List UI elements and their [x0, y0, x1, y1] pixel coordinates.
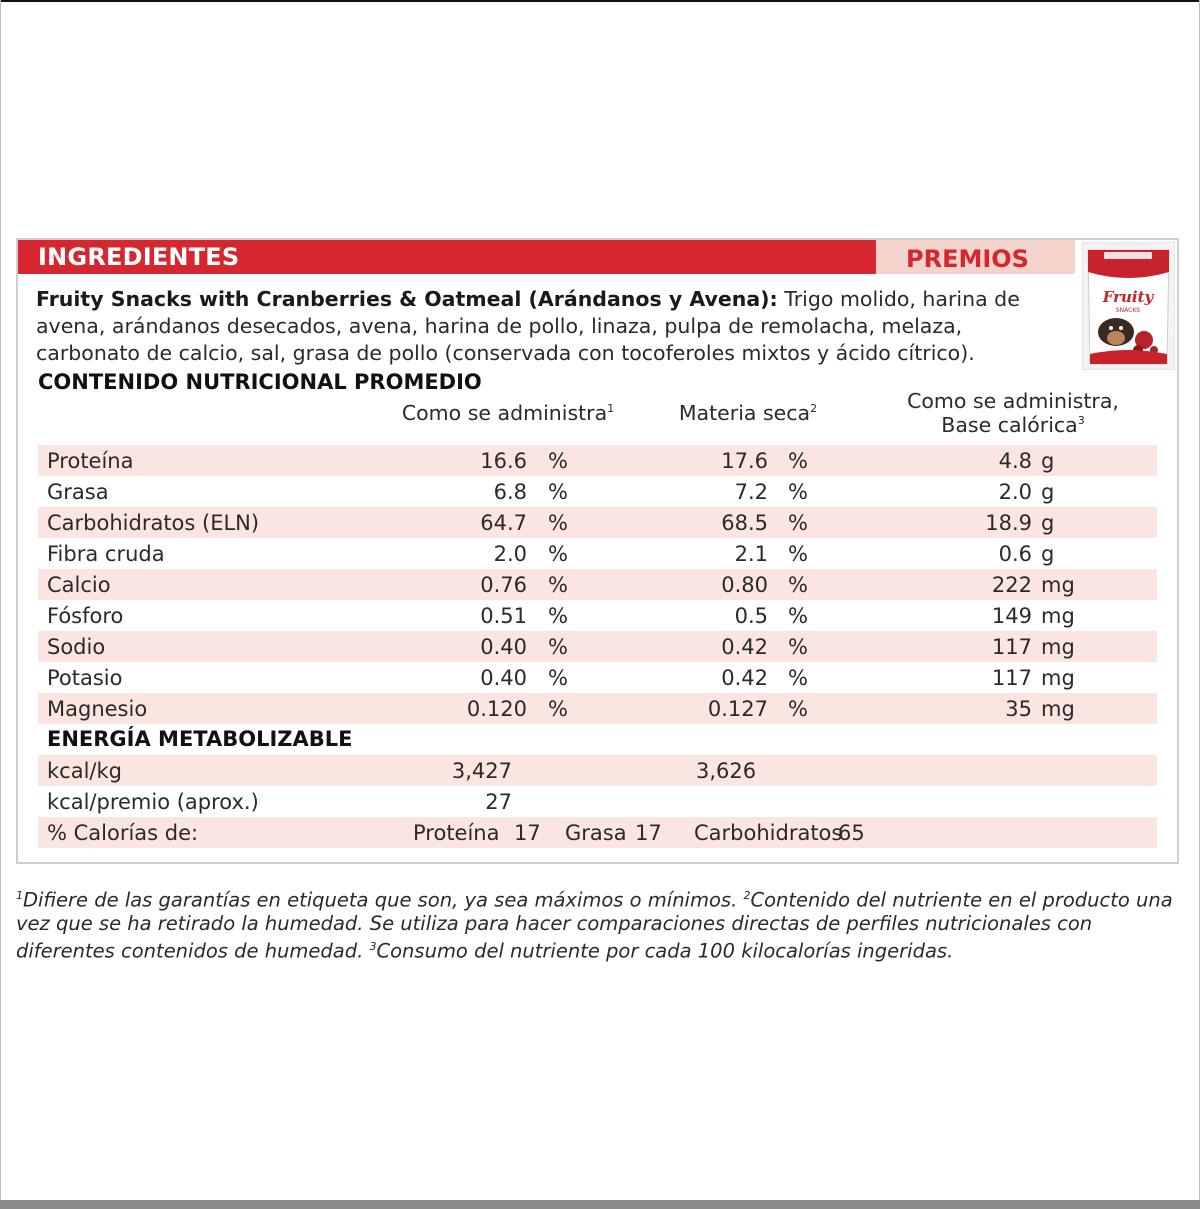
column-header-as-fed	[398, 401, 618, 425]
dry-matter-value: 0.42	[721, 635, 768, 659]
row-label: Fibra cruda	[47, 542, 165, 566]
dry-matter-value: 0.127	[707, 697, 768, 721]
row-label: % Calorías de:	[47, 821, 199, 845]
table-row-kcal-treat	[38, 786, 1157, 817]
column-header-as-fed-label: Como se administra	[401, 401, 608, 425]
caloric-basis-value: 35	[1005, 697, 1032, 721]
table-row	[38, 569, 1157, 600]
column-header-dry-matter	[668, 401, 828, 425]
dry-matter-unit: %	[788, 511, 808, 535]
frame-top-border	[0, 0, 1200, 2]
dry-matter-value: 0.80	[721, 573, 768, 597]
dry-matter-unit: %	[788, 697, 808, 721]
caloric-basis-unit: mg	[1041, 697, 1075, 721]
caloric-basis-unit: mg	[1041, 573, 1075, 597]
caloric-basis-value: 149	[991, 604, 1032, 628]
row-label: Calcio	[47, 573, 111, 597]
row-label: Proteína	[47, 449, 134, 473]
dry-matter-value: 7.2	[734, 480, 768, 504]
table-row	[38, 476, 1157, 507]
caloric-basis-value: 222	[991, 573, 1032, 597]
calories-fat-label: Grasa	[565, 821, 627, 845]
row-label: kcal/kg	[47, 759, 122, 783]
row-label: Magnesio	[47, 697, 148, 721]
table-row	[38, 600, 1157, 631]
dry-matter-unit: %	[788, 449, 808, 473]
kcal-kg-dry-value: 3,626	[696, 759, 757, 783]
table-row	[38, 445, 1157, 476]
row-label: Carbohidratos (ELN)	[47, 511, 260, 535]
footnote-ref-1: 1	[607, 402, 615, 416]
product-brand-text: Fruity	[1102, 288, 1154, 306]
caloric-basis-value: 18.9	[985, 511, 1032, 535]
as-fed-value: 0.51	[480, 604, 527, 628]
caloric-basis-unit: mg	[1041, 604, 1075, 628]
ingredients-text	[36, 286, 1036, 367]
energy-section-title: ENERGÍA METABOLIZABLE	[47, 727, 353, 751]
footnote-marker-2: 2	[743, 889, 751, 902]
row-label: kcal/premio (aprox.)	[47, 790, 259, 814]
footnote-3: Consumo del nutriente por cada 100 kilocalorías ingeridas.	[376, 939, 954, 962]
row-label: Sodio	[47, 635, 106, 659]
as-fed-unit: %	[548, 666, 568, 690]
nutrition-card	[16, 238, 1179, 864]
dry-matter-value: 2.1	[734, 542, 768, 566]
ingredients-list: Trigo molido, harina de avena, arándanos desecados, avena, harina de pollo, linaza, pulpa de remolacha, melaza, carbonato de calcio, sal, grasa de pollo (conservada con tocoferoles mixtos y ácido cítrico).	[36, 287, 1020, 365]
caloric-basis-unit: g	[1041, 542, 1055, 566]
as-fed-unit: %	[548, 542, 568, 566]
dry-matter-value: 0.5	[734, 604, 768, 628]
dry-matter-unit: %	[788, 573, 808, 597]
table-row	[38, 631, 1157, 662]
footnote-1: Difiere de las garantías en etiqueta que son, ya sea máximos o mínimos.	[23, 888, 744, 912]
column-header-caloric-line1: Como se administra,	[907, 389, 1119, 413]
dry-matter-unit: %	[788, 542, 808, 566]
calories-carb-value: 65	[838, 821, 865, 845]
dry-matter-value: 68.5	[721, 511, 768, 535]
footnote-marker-3: 3	[369, 939, 377, 953]
premios-label: PREMIOS	[906, 245, 1029, 273]
kcal-treat-value: 27	[485, 790, 512, 814]
header-bar	[18, 240, 1075, 274]
product-sub-text: SNACKS	[1115, 307, 1141, 314]
nutrition-section-title: CONTENIDO NUTRICIONAL PROMEDIO	[38, 370, 482, 394]
caloric-basis-value: 117	[991, 666, 1032, 690]
dry-matter-unit: %	[788, 604, 808, 628]
ingredients-product-name: Fruity Snacks with Cranberries & Oatmeal (Arándanos y Avena):	[36, 287, 778, 311]
caloric-basis-value: 4.8	[998, 449, 1032, 473]
frame-bottom-bar	[0, 1200, 1200, 1209]
column-header-caloric-basis	[898, 389, 1128, 437]
dry-matter-unit: %	[788, 666, 808, 690]
as-fed-value: 0.40	[480, 635, 527, 659]
row-label: Grasa	[47, 480, 109, 504]
calories-protein-label: Proteína	[413, 821, 500, 845]
kcal-kg-as-fed-value: 3,427	[451, 759, 512, 783]
calories-fat-value: 17	[635, 821, 662, 845]
dry-matter-unit: %	[788, 635, 808, 659]
table-row	[38, 507, 1157, 538]
caloric-basis-unit: g	[1041, 480, 1055, 504]
product-package-image	[1082, 242, 1175, 370]
footnote-marker-1: 1	[16, 889, 23, 902]
header-title: INGREDIENTES	[38, 243, 240, 271]
column-header-caloric-line2: Base calórica	[941, 413, 1078, 437]
as-fed-value: 2.0	[493, 542, 527, 566]
as-fed-unit: %	[548, 573, 568, 597]
caloric-basis-unit: mg	[1041, 666, 1075, 690]
table-row	[38, 538, 1157, 569]
as-fed-value: 6.8	[493, 480, 527, 504]
as-fed-value: 64.7	[480, 511, 527, 535]
as-fed-value: 0.76	[480, 573, 527, 597]
calories-protein-value: 17	[514, 821, 541, 845]
footnote-2: Contenido del nutriente en el producto una vez que se ha retirado la humedad. Se utiliza para hacer comparaciones directas de perfiles nutricionales con diferentes contenidos de humedad.	[16, 888, 1173, 962]
caloric-basis-value: 117	[991, 635, 1032, 659]
calories-carb-label: Carbohidratos	[694, 821, 843, 845]
table-row-calories	[38, 817, 1157, 848]
as-fed-unit: %	[548, 697, 568, 721]
footnote-text	[16, 884, 1176, 962]
as-fed-value: 0.120	[466, 697, 527, 721]
dry-matter-value: 17.6	[721, 449, 768, 473]
as-fed-unit: %	[548, 511, 568, 535]
footnote-ref-3: 3	[1077, 414, 1085, 428]
premios-badge	[876, 240, 1075, 274]
caloric-basis-value: 0.6	[998, 542, 1032, 566]
row-label: Fósforo	[47, 604, 124, 628]
dry-matter-unit: %	[788, 480, 808, 504]
as-fed-unit: %	[548, 604, 568, 628]
table-row-kcal-kg	[38, 755, 1157, 786]
dry-matter-value: 0.42	[721, 666, 768, 690]
caloric-basis-unit: g	[1041, 511, 1055, 535]
as-fed-unit: %	[548, 480, 568, 504]
caloric-basis-value: 2.0	[998, 480, 1032, 504]
table-row	[38, 662, 1157, 693]
caloric-basis-unit: g	[1041, 449, 1055, 473]
footnote-ref-2: 2	[810, 402, 818, 416]
as-fed-unit: %	[548, 449, 568, 473]
as-fed-unit: %	[548, 635, 568, 659]
row-label: Potasio	[47, 666, 123, 690]
frame-left-border	[0, 0, 1, 1209]
as-fed-value: 0.40	[480, 666, 527, 690]
caloric-basis-unit: mg	[1041, 635, 1075, 659]
table-row	[38, 693, 1157, 724]
column-header-dry-matter-label: Materia seca	[678, 401, 811, 425]
as-fed-value: 16.6	[480, 449, 527, 473]
